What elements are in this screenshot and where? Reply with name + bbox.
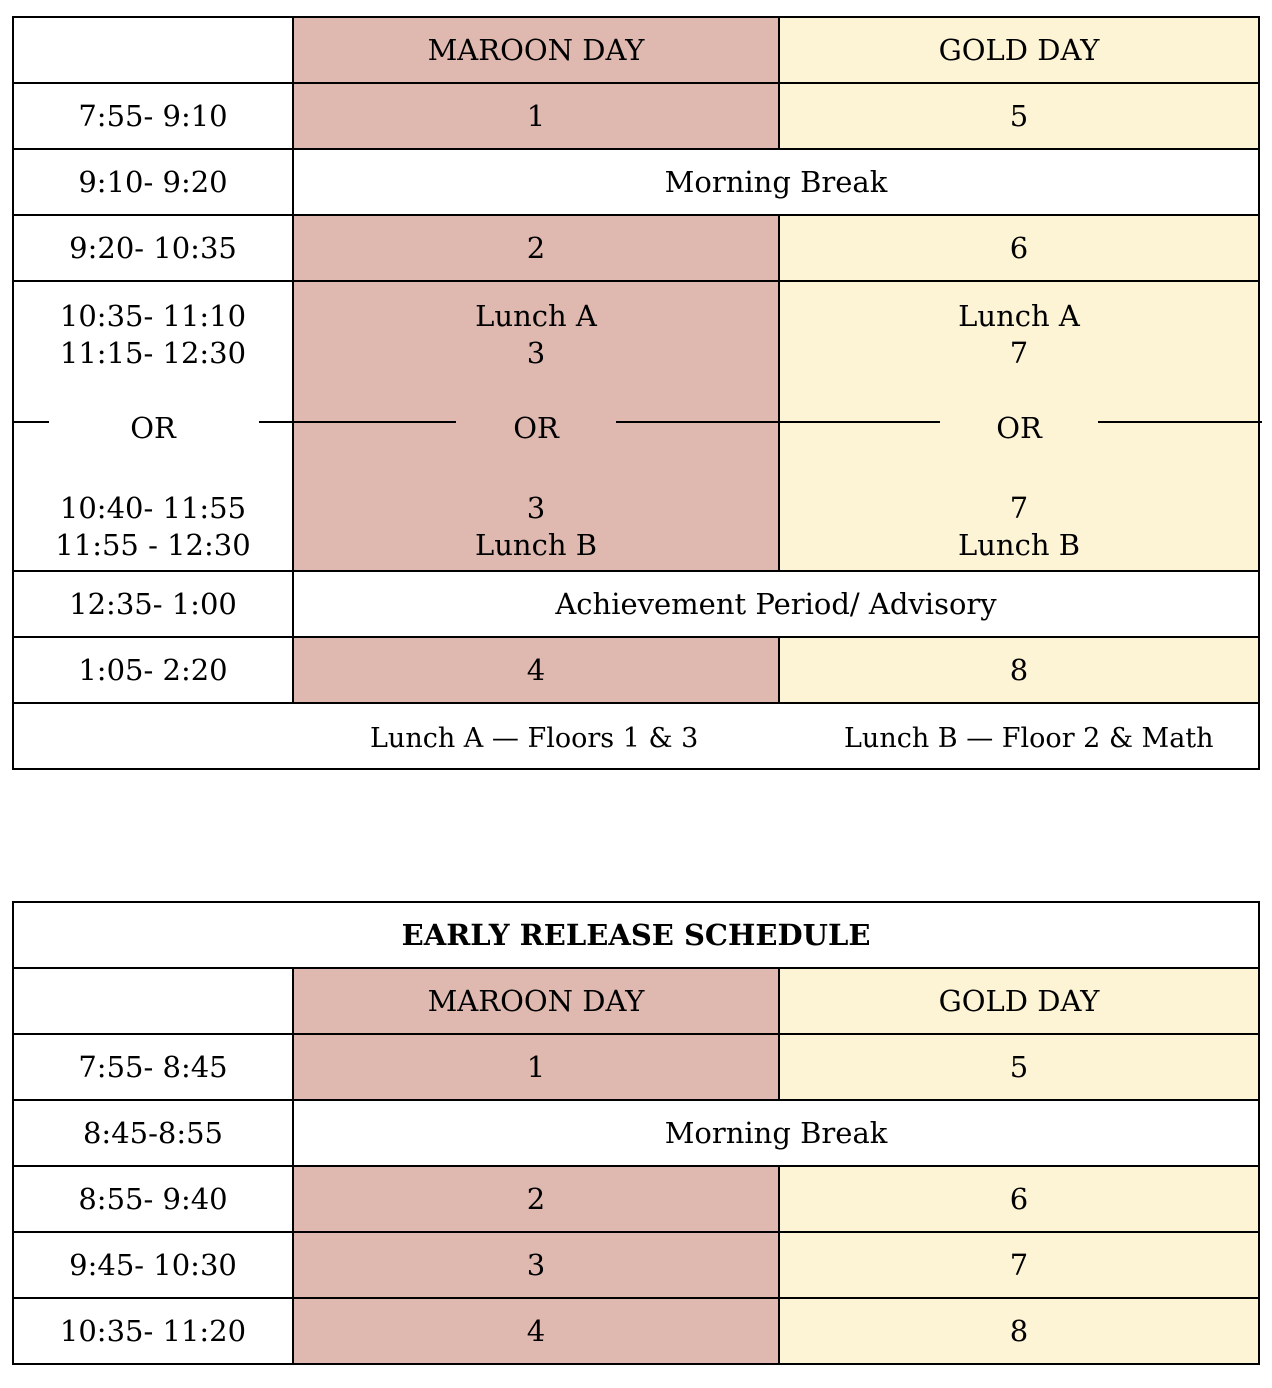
early-release-title: EARLY RELEASE SCHEDULE bbox=[13, 902, 1259, 968]
gold-period-cell: 8 bbox=[779, 1298, 1259, 1364]
lunch-time-cell bbox=[13, 281, 293, 571]
gold-lunch-a-label: Lunch A bbox=[958, 299, 1080, 333]
maroon-day-header: MAROON DAY bbox=[293, 17, 779, 83]
maroon-period-cell: 4 bbox=[293, 1298, 779, 1364]
time-cell: 9:10- 9:20 bbox=[13, 149, 293, 215]
maroon-period-cell: 2 bbox=[293, 215, 779, 281]
gold-lunch-b-period: 7 bbox=[1009, 491, 1029, 525]
maroon-lunch-cell bbox=[293, 281, 779, 571]
maroon-period-cell: 2 bbox=[293, 1166, 779, 1232]
table-row bbox=[13, 83, 1259, 149]
maroon-period-cell: 3 bbox=[293, 1232, 779, 1298]
header-row bbox=[13, 968, 1259, 1034]
gold-lunch-b-label: Lunch B bbox=[957, 528, 1081, 562]
empty-corner-cell bbox=[13, 17, 293, 83]
time-cell: 12:35- 1:00 bbox=[13, 571, 293, 637]
gold-day-header: GOLD DAY bbox=[779, 968, 1259, 1034]
gold-day-header: GOLD DAY bbox=[779, 17, 1259, 83]
title-row bbox=[13, 902, 1259, 968]
lunch-b-time-2: 11:55 - 12:30 bbox=[55, 528, 251, 562]
maroon-lunch-b-period: 3 bbox=[526, 491, 546, 525]
lunch-a-time-2: 11:15- 12:30 bbox=[59, 336, 247, 370]
lunch-row bbox=[13, 281, 1259, 571]
lunch-a-legend: Lunch A — Floors 1 & 3 bbox=[370, 723, 699, 754]
table-row bbox=[13, 149, 1259, 215]
time-cell: 9:45- 10:30 bbox=[13, 1232, 293, 1298]
gold-lunch-cell bbox=[779, 281, 1259, 571]
lunch-legend-row bbox=[13, 703, 1259, 769]
morning-break-cell: Morning Break bbox=[293, 149, 1259, 215]
lunch-b-time-1: 10:40- 11:55 bbox=[59, 491, 247, 525]
or-label: OR bbox=[513, 411, 559, 445]
header-row bbox=[13, 17, 1259, 83]
achievement-period-cell: Achievement Period/ Advisory bbox=[293, 571, 1259, 637]
gold-period-cell: 5 bbox=[779, 83, 1259, 149]
maroon-lunch-a-period: 3 bbox=[526, 336, 546, 370]
gold-lunch-a-period: 7 bbox=[1009, 336, 1029, 370]
gold-period-cell: 8 bbox=[779, 637, 1259, 703]
table-row bbox=[13, 571, 1259, 637]
time-cell: 8:55- 9:40 bbox=[13, 1166, 293, 1232]
early-release-table bbox=[12, 901, 1260, 1365]
gold-period-cell: 6 bbox=[779, 1166, 1259, 1232]
gold-period-cell: 7 bbox=[779, 1232, 1259, 1298]
gold-period-cell: 5 bbox=[779, 1034, 1259, 1100]
maroon-lunch-b-label: Lunch B bbox=[474, 528, 598, 562]
maroon-period-cell: 1 bbox=[293, 1034, 779, 1100]
lunch-a-time-1: 10:35- 11:10 bbox=[59, 299, 247, 333]
time-cell: 1:05- 2:20 bbox=[13, 637, 293, 703]
table-row bbox=[13, 1034, 1259, 1100]
time-cell: 9:20- 10:35 bbox=[13, 215, 293, 281]
morning-break-cell: Morning Break bbox=[293, 1100, 1259, 1166]
maroon-period-cell: 1 bbox=[293, 83, 779, 149]
time-cell: 7:55- 8:45 bbox=[13, 1034, 293, 1100]
table-row bbox=[13, 215, 1259, 281]
maroon-day-header: MAROON DAY bbox=[293, 968, 779, 1034]
maroon-lunch-a-label: Lunch A bbox=[475, 299, 597, 333]
empty-corner-cell bbox=[13, 968, 293, 1034]
table-row bbox=[13, 1166, 1259, 1232]
lunch-legend-cell bbox=[13, 703, 1259, 769]
or-label: OR bbox=[130, 411, 176, 445]
table-row bbox=[13, 1100, 1259, 1166]
maroon-period-cell: 4 bbox=[293, 637, 779, 703]
gold-period-cell: 6 bbox=[779, 215, 1259, 281]
regular-schedule-table bbox=[12, 16, 1260, 770]
table-row bbox=[13, 1232, 1259, 1298]
time-cell: 10:35- 11:20 bbox=[13, 1298, 293, 1364]
lunch-b-legend: Lunch B — Floor 2 & Math bbox=[844, 723, 1214, 754]
table-row bbox=[13, 637, 1259, 703]
time-cell: 7:55- 9:10 bbox=[13, 83, 293, 149]
table-row bbox=[13, 1298, 1259, 1364]
time-cell: 8:45-8:55 bbox=[13, 1100, 293, 1166]
or-label: OR bbox=[996, 411, 1042, 445]
